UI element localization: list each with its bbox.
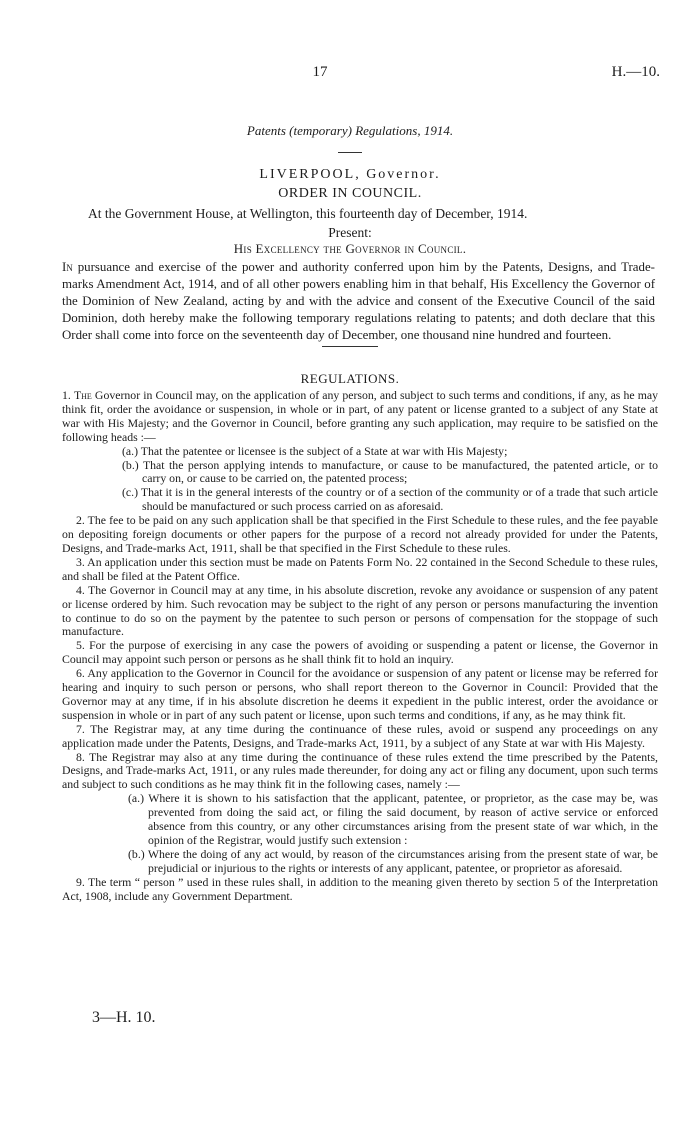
regulation-1a: (a.) That the patentee or licensee is the subject of a State at war with His Majesty;	[122, 443, 508, 458]
document-reference: H.—10.	[611, 64, 660, 80]
regulation-7: 7. The Registrar may, at any time during the continuance of these rules, avoid or suspend any proceedings on any application made under the Patents, Designs, and Trade-marks Act, 1911, by a subject of any State at war with His Majesty.	[62, 721, 658, 750]
regulation-5: 5. For the purpose of exercising in any case the powers of avoiding or suspending a patent or license, the Governor in Council may appoint such person or persons as he shall think fit to hold an inquiry.	[62, 638, 658, 667]
regulations-heading: REGULATIONS.	[300, 371, 400, 386]
present-label: Present:	[328, 225, 372, 240]
preamble-lead: In	[62, 260, 73, 274]
regulation-8: 8. The Registrar may also at any time during the continuance of these rules extend the time prescribed by the Patents, Designs, and Trade-marks Act, 1911, or any rules made thereunder, for doing any act or filing any document, upon such terms and subject to such conditions as he may think fit in the following cases, namely :—	[62, 749, 658, 792]
regulation-1	[62, 389, 658, 445]
regulation-3: 3. An application under this section must be made on Patents Form No. 22 contained in the Second Schedule to these rules, and shall be filed at the Patent Office.	[62, 554, 658, 583]
regulation-1c: (c.) That it is in the general interests of the country or of a section of the community or of a trade that such article should be manufactured or such process carried on as aforesaid.	[122, 485, 658, 514]
regulation-1-text: Governor in Council may, on the application of any person, and subject to such terms and conditions, if any, as he may think fit, order the avoidance or suspension, in whole or in part, of any patent or license granted to a subject of any State at war with His Majesty; and the Governor in Council, before granting any such application, may require to be satisfied on the following heads :—	[62, 388, 659, 444]
location-line: At the Government House, at Wellington, this fourteenth day of December, 1914.	[88, 206, 528, 221]
title-rule	[338, 152, 362, 153]
regulation-4: 4. The Governor in Council may at any time, in his absolute discretion, revoke any avoidance or suspension of any patent or license ordered by him. Such revocation may be subject to the right of any person or persons manufacturing the invention to continue to do so on the payment by the patentee to such person or persons of compensation for the stoppage of such manufacture.	[62, 582, 658, 639]
regulation-number: 1.	[62, 388, 71, 402]
regulation-2: 2. The fee to be paid on any such application shall be that specified in the First Schedule to these rules, and the fee payable on depositing foreign documents or other papers for the purpose of a record not already provided for under the Patents, Designs, and Trade-marks Act, 1911, shall be that specified in the First Schedule to these rules.	[62, 513, 658, 555]
order-in-council-heading: ORDER IN COUNCIL.	[278, 186, 422, 201]
preamble-paragraph	[62, 259, 655, 344]
page-title: Patents (temporary) Regulations, 1914.	[246, 123, 454, 138]
preamble-text: pursuance and exercise of the power and authority conferred upon him by the Patents, Designs, and Trade-marks Amendment Act, 1914, and of all other powers enabling him in that behalf, His Excellency the Governor of the Dominion of New Zealand, acting by and with the advice and consent of the Executive Council of the said Dominion, doth hereby make the following temporary regulations relating to patents; and doth declare that this Order shall come into force on the seventeenth day of December, one thousand nine hundred and fourteen.	[62, 260, 655, 342]
footer-reference: 3—H. 10.	[92, 1009, 156, 1026]
regulation-8b: (b.) Where the doing of any act would, by reason of the circumstances arising from the present state of war, be prejudicial or injurious to the rights or interests of any applicant, patentee, or proprietor as aforesaid.	[128, 846, 658, 875]
present-who: His Excellency the Governor in Council.	[233, 241, 467, 256]
governor-line: LIVERPOOL, Governor.	[259, 167, 441, 182]
regulation-8a: (a.) Where it is shown to his satisfaction that the applicant, patentee, or proprietor, as the case may be, was prevented from doing the said act, or filing the said document, by reason of active service or enforced absence from this country, or any other circumstances arising from the present state of war which, in the opinion of the Registrar, would justify such extension :	[128, 791, 658, 847]
regulation-1b: (b.) That the person applying intends to manufacture, or cause to be manufactured, the patented article, or to carry on, or cause to be carried on, the patented process;	[122, 457, 658, 486]
regulation-6: 6. Any application to the Governor in Council for the avoidance or suspension of any patent or license may be referred for hearing and inquiry to such person or persons, who shall report thereon to the Governor in Council: Provided that the Governor may at any time, if in his absolute discretion he deems it expedient in the public interest, order the avoidance or suspension in whole or in part of any such patent or license, upon such terms and conditions, if any, as he may think fit.	[62, 666, 658, 722]
regulation-1-lead: The	[73, 388, 92, 402]
page-number: 17	[312, 64, 328, 80]
section-divider	[322, 346, 378, 347]
regulation-9: 9. The term “ person ” used in these rules shall, in addition to the meaning given thereto by section 5 of the Interpretation Act, 1908, include any Government Department.	[62, 874, 658, 903]
regulations-body	[62, 389, 658, 904]
